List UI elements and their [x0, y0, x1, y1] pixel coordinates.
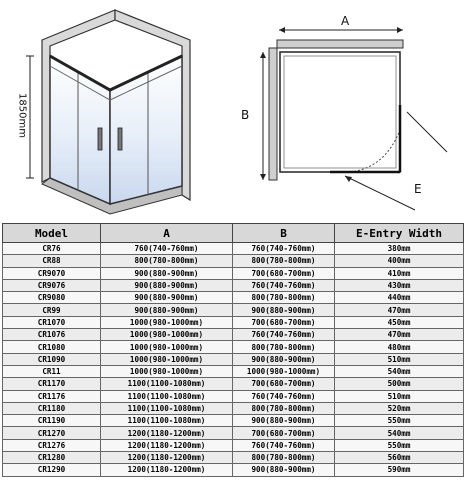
cell-model: CR9080: [3, 292, 101, 304]
cell-b: 760(740-760mm): [233, 390, 335, 402]
table-row: [3, 329, 464, 341]
table-header-row: [3, 224, 464, 243]
cell-entry-width: 510mm: [335, 353, 464, 365]
cell-model: CR1190: [3, 415, 101, 427]
cell-a: 1200(1180-1200mm): [101, 464, 233, 476]
cell-a: 1000(980-1000mm): [101, 353, 233, 365]
cell-a: 900(880-900mm): [101, 279, 233, 291]
table-row: [3, 464, 464, 476]
table-row: [3, 378, 464, 390]
cell-a: 1000(980-1000mm): [101, 316, 233, 328]
cell-model: CR1176: [3, 390, 101, 402]
cell-model: CR1270: [3, 427, 101, 439]
cell-b: 760(740-760mm): [233, 439, 335, 451]
dimension-b-label: B: [241, 108, 250, 122]
cell-entry-width: 550mm: [335, 439, 464, 451]
dimension-e-label: E: [414, 182, 422, 196]
table-row: [3, 353, 464, 365]
header-model: Model: [3, 224, 101, 243]
cell-b: 1000(980-1000mm): [233, 365, 335, 377]
cell-entry-width: 480mm: [335, 341, 464, 353]
cell-b: 800(780-800mm): [233, 452, 335, 464]
cell-a: 900(880-900mm): [101, 292, 233, 304]
cell-model: CR1170: [3, 378, 101, 390]
cell-b: 760(740-760mm): [233, 243, 335, 255]
header-a: A: [101, 224, 233, 243]
cell-model: CR1276: [3, 439, 101, 451]
cell-b: 900(880-900mm): [233, 464, 335, 476]
plan-top-wall: [277, 40, 403, 48]
cell-model: CR9070: [3, 267, 101, 279]
cell-a: 900(880-900mm): [101, 304, 233, 316]
cell-model: CR76: [3, 243, 101, 255]
cell-b: 700(680-700mm): [233, 267, 335, 279]
table-row: [3, 279, 464, 291]
cell-a: 1100(1100-1080mm): [101, 378, 233, 390]
cell-a: 1200(1180-1200mm): [101, 439, 233, 451]
e-dimension-line: [345, 176, 415, 210]
table-row: [3, 415, 464, 427]
plan-tray-outline: [284, 56, 396, 168]
cell-entry-width: 540mm: [335, 365, 464, 377]
cell-entry-width: 520mm: [335, 402, 464, 414]
size-specification-table: [2, 223, 464, 477]
a-arrow-left: [279, 27, 285, 33]
cell-model: CR1290: [3, 464, 101, 476]
door-swing-path: [350, 130, 400, 172]
product-drawings: [0, 0, 465, 222]
cell-a: 1000(980-1000mm): [101, 329, 233, 341]
cell-model: CR11: [3, 365, 101, 377]
cell-a: 800(780-800mm): [101, 255, 233, 267]
table-row: [3, 427, 464, 439]
cell-b: 760(740-760mm): [233, 329, 335, 341]
cell-entry-width: 400mm: [335, 255, 464, 267]
cell-entry-width: 410mm: [335, 267, 464, 279]
enclosure-plan-drawing: [225, 0, 465, 222]
cell-entry-width: 510mm: [335, 390, 464, 402]
cell-entry-width: 430mm: [335, 279, 464, 291]
cell-entry-width: 470mm: [335, 304, 464, 316]
cell-a: 900(880-900mm): [101, 267, 233, 279]
left-door-handle: [98, 128, 102, 150]
cell-a: 1200(1180-1200mm): [101, 452, 233, 464]
table-row: [3, 452, 464, 464]
cell-model: CR99: [3, 304, 101, 316]
cell-b: 800(780-800mm): [233, 341, 335, 353]
cell-entry-width: 500mm: [335, 378, 464, 390]
table-row: [3, 390, 464, 402]
cell-model: CR1076: [3, 329, 101, 341]
cell-model: CR1070: [3, 316, 101, 328]
cell-b: 800(780-800mm): [233, 292, 335, 304]
cell-model: CR88: [3, 255, 101, 267]
cell-a: 760(740-760mm): [101, 243, 233, 255]
table-row: [3, 402, 464, 414]
table-body: [3, 243, 464, 477]
cell-entry-width: 550mm: [335, 415, 464, 427]
cell-a: 1100(1100-1080mm): [101, 390, 233, 402]
dimension-a-label: A: [341, 14, 350, 28]
header-entry-width: E-Entry Width: [335, 224, 464, 243]
cell-model: CR1280: [3, 452, 101, 464]
enclosure-perspective-drawing: [0, 0, 230, 222]
cell-b: 800(780-800mm): [233, 255, 335, 267]
table-row: [3, 316, 464, 328]
cell-model: CR9076: [3, 279, 101, 291]
cell-b: 700(680-700mm): [233, 316, 335, 328]
cell-entry-width: 540mm: [335, 427, 464, 439]
cell-a: 1200(1180-1200mm): [101, 427, 233, 439]
table-row: [3, 341, 464, 353]
table-row: [3, 365, 464, 377]
table-row: [3, 292, 464, 304]
cell-a: 1100(1100-1080mm): [101, 402, 233, 414]
table-row: [3, 304, 464, 316]
cell-model: CR1180: [3, 402, 101, 414]
b-arrow-bottom: [260, 174, 266, 180]
cell-b: 800(780-800mm): [233, 402, 335, 414]
cell-model: CR1090: [3, 353, 101, 365]
plan-left-wall: [269, 48, 277, 180]
b-arrow-top: [260, 52, 266, 58]
table-row: [3, 255, 464, 267]
cell-b: 700(680-700mm): [233, 378, 335, 390]
cell-b: 760(740-760mm): [233, 279, 335, 291]
cell-entry-width: 560mm: [335, 452, 464, 464]
cell-a: 1100(1100-1080mm): [101, 415, 233, 427]
cell-b: 900(880-900mm): [233, 353, 335, 365]
cell-entry-width: 440mm: [335, 292, 464, 304]
cell-b: 900(880-900mm): [233, 304, 335, 316]
cell-entry-width: 470mm: [335, 329, 464, 341]
cell-entry-width: 590mm: [335, 464, 464, 476]
right-door-handle: [118, 128, 122, 150]
cell-b: 700(680-700mm): [233, 427, 335, 439]
e-dimension-extension: [407, 112, 447, 152]
cell-b: 900(880-900mm): [233, 415, 335, 427]
header-b: B: [233, 224, 335, 243]
a-arrow-right: [397, 27, 403, 33]
cell-a: 1000(980-1000mm): [101, 341, 233, 353]
cell-a: 1000(980-1000mm): [101, 365, 233, 377]
cell-model: CR1080: [3, 341, 101, 353]
table-row: [3, 439, 464, 451]
table-row: [3, 267, 464, 279]
height-dimension-label: 1850mm: [16, 93, 28, 138]
cell-entry-width: 380mm: [335, 243, 464, 255]
table-row: [3, 243, 464, 255]
cell-entry-width: 450mm: [335, 316, 464, 328]
plan-enclosure-outline: [280, 52, 400, 172]
